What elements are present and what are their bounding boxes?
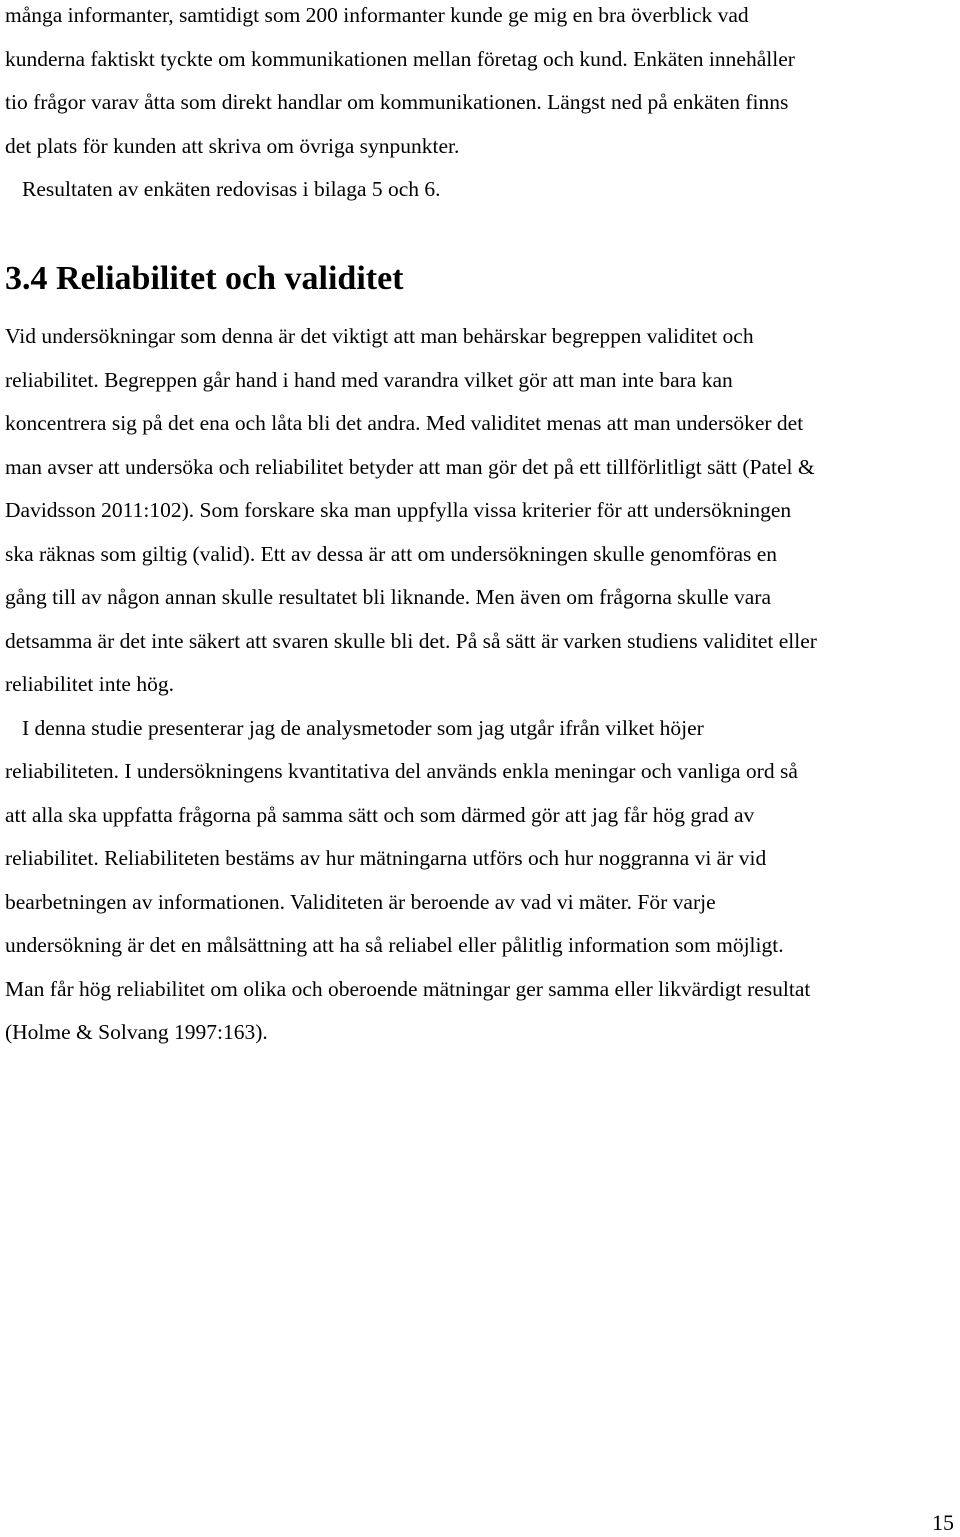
text-line: gång till av någon annan skulle resultatet bli liknande. Men även om frågorna skulle vara — [5, 585, 772, 609]
text-line: reliabiliteten. I undersökningens kvantitativa del används enkla meningar och vanliga ord så — [5, 759, 798, 783]
text-line: Vid undersökningar som denna är det viktigt att man behärskar begreppen validitet och — [5, 324, 754, 348]
text-line: I denna studie presenterar jag de analysmetoder som jag utgår ifrån vilket höjer — [22, 715, 704, 740]
text-line: många informanter, samtidigt som 200 informanter kunde ge mig en bra överblick vad — [5, 3, 749, 27]
text-line: reliabilitet inte hög. — [5, 672, 174, 696]
text-line: Man får hög reliabilitet om olika och oberoende mätningar ger samma eller likvärdigt resultat — [5, 976, 811, 1001]
text-line: ska räknas som giltig (valid). Ett av dessa är att om undersökningen skulle genomföras en — [5, 541, 778, 566]
text-line: att alla ska uppfatta frågorna på samma sätt och som därmed gör att jag får hög grad av — [5, 802, 755, 827]
text-line: koncentrera sig på det ena och låta bli det andra. Med validitet menas att man undersöker det — [5, 411, 804, 435]
text-line: Resultaten av enkäten redovisas i bilaga 5 och 6. — [22, 177, 441, 201]
page-number: 15 — [932, 1510, 954, 1535]
text-line: tio frågor varav åtta som direkt handlar om kommunikationen. Längst ned på enkäten finns — [5, 90, 789, 114]
section-heading: 3.4 Reliabilitet och validitet — [5, 260, 404, 297]
text-line: reliabilitet. Begreppen går hand i hand med varandra vilket gör att man inte bara kan — [5, 367, 733, 392]
text-line: kunderna faktiskt tyckte om kommunikationen mellan företag och kund. Enkäten innehåller — [5, 46, 795, 71]
text-line: det plats för kunden att skriva om övriga synpunkter. — [5, 133, 460, 158]
text-line: undersökning är det en målsättning att ha så reliabel eller pålitlig information som möjligt. — [5, 933, 784, 957]
text-line: (Holme & Solvang 1997:163). — [5, 1020, 268, 1044]
intro-paragraph — [5, 0, 955, 212]
text-line: bearbetningen av informationen. Validiteten är beroende av vad vi mäter. För varje — [5, 889, 716, 914]
text-line: man avser att undersöka och reliabilitet betyder att man gör det på ett tillförlitligt sätt (Patel & — [5, 454, 815, 479]
text-line: reliabilitet. Reliabiliteten bestäms av hur mätningarna utförs och hur noggranna vi är vid — [5, 846, 767, 870]
section-body — [5, 315, 955, 1055]
text-line: Davidsson 2011:102). Som forskare ska man uppfylla vissa kriterier för att undersökningen — [5, 498, 792, 522]
text-line: detsamma är det inte säkert att svaren skulle bli det. På så sätt är varken studiens validitet eller — [5, 628, 817, 653]
